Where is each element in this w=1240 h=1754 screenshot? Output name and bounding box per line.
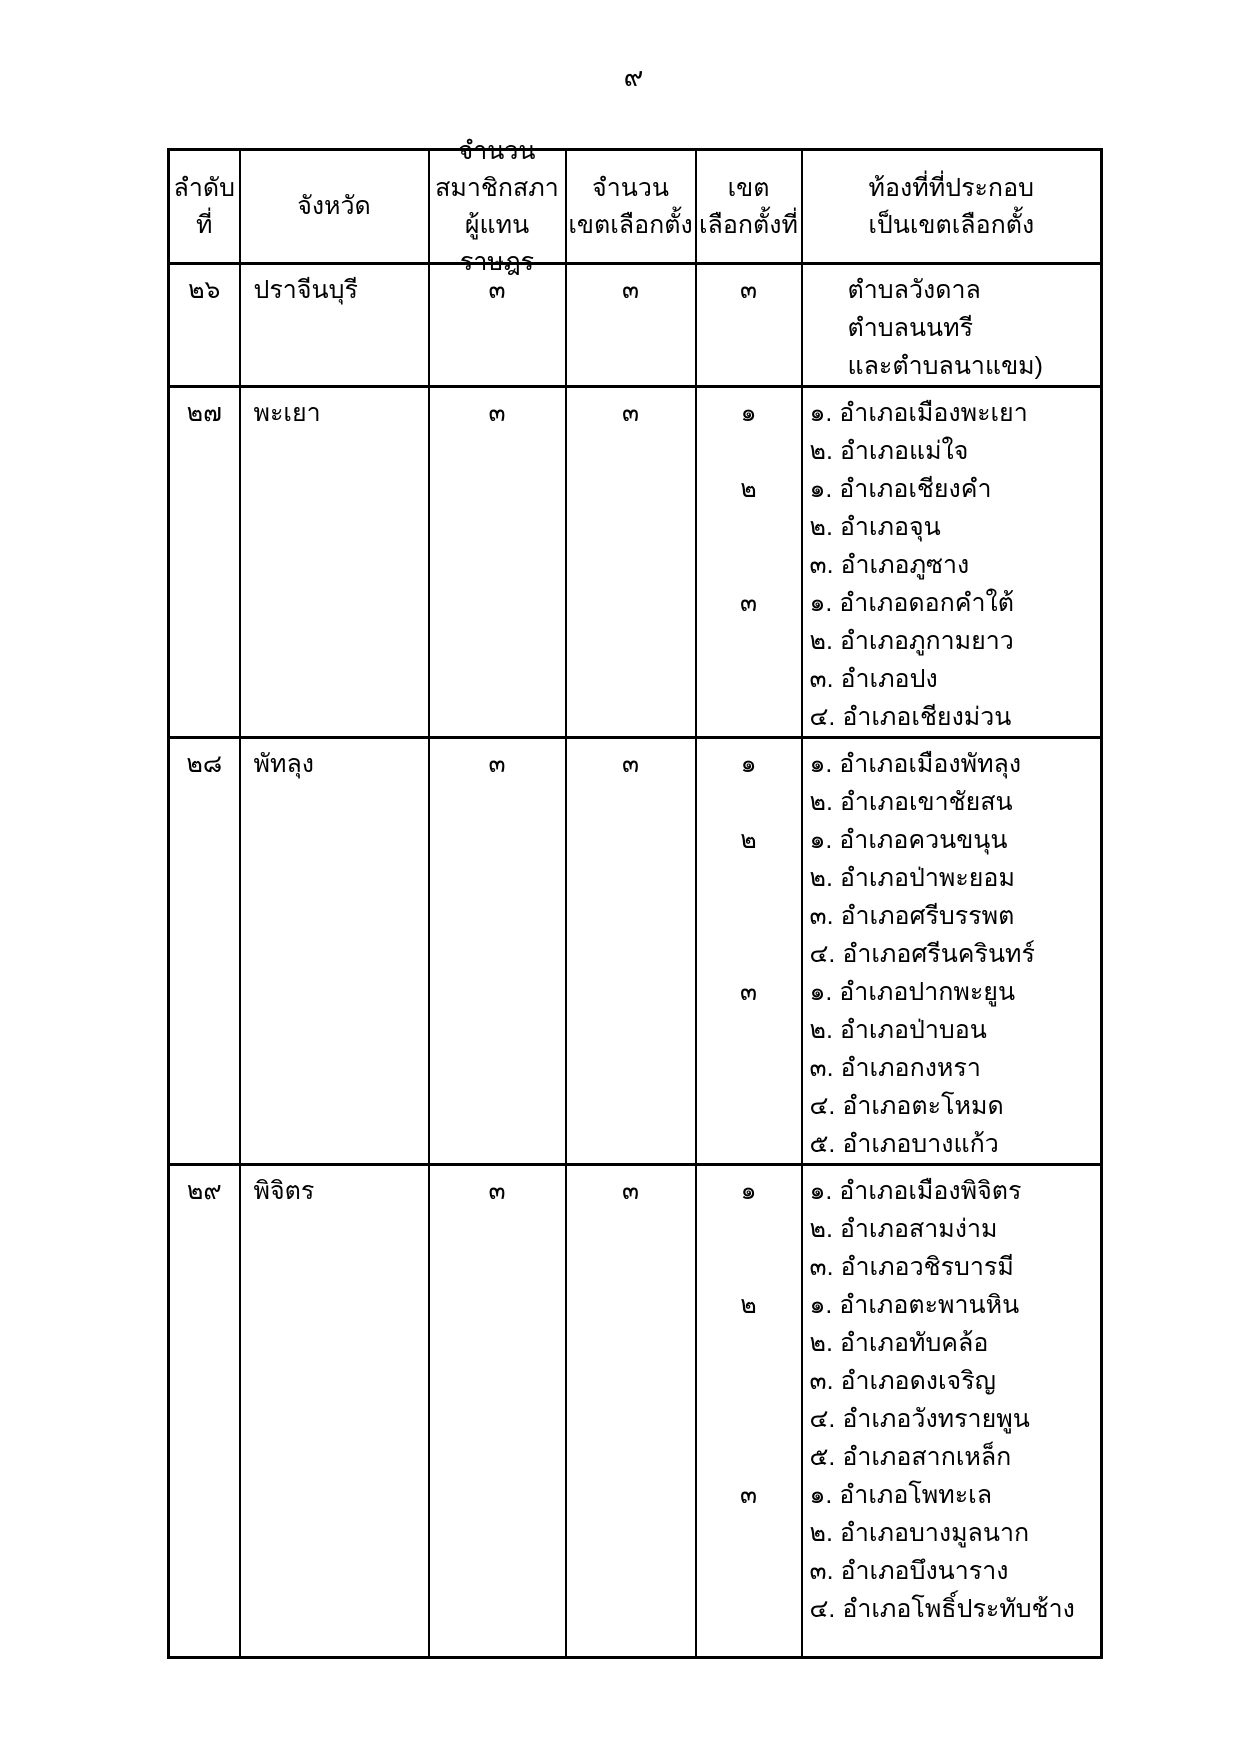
- row-province-value: พะเยา: [253, 399, 321, 427]
- area-line: ๑. อำเภอเมืองพะเยา: [809, 399, 1028, 427]
- table-body: [169, 264, 1102, 1658]
- area-line: ๓. อำเภอดงเจริญ: [809, 1367, 996, 1395]
- header-province-label: จังหวัด: [297, 192, 371, 220]
- row-constituency-count-cell: [566, 387, 696, 738]
- area-line: ๑. อำเภอดอกคำใต้: [809, 589, 1014, 617]
- row-areas-cell: [802, 387, 1102, 738]
- constituency-no: [697, 508, 801, 546]
- area-line: ๓. อำเภอปง: [809, 665, 938, 693]
- header-constituencies-line2: เขตเลือกตั้ง: [568, 210, 693, 239]
- row-province-value: พิจิตร: [253, 1177, 315, 1205]
- row-areas-cell: [802, 738, 1102, 1165]
- constituency-no: [697, 935, 801, 973]
- area-line: ตำบลวังดาล: [847, 276, 981, 304]
- constituency-no: [697, 859, 801, 897]
- header-constituency-no-line2: เลือกตั้งที่: [699, 210, 798, 239]
- row-seq-value: ๒๙: [186, 1177, 222, 1205]
- header-seq-line2: ที่: [196, 210, 213, 239]
- constituency-no: [697, 1049, 801, 1087]
- row-province-cell: [240, 264, 429, 387]
- row-province-cell: [240, 738, 429, 1165]
- area-line: ๑. อำเภอปากพะยูน: [809, 978, 1016, 1006]
- table-row: [169, 387, 1102, 738]
- area-line: ๔. อำเภอวังทรายพูน: [809, 1405, 1030, 1433]
- table-row: [169, 1165, 1102, 1658]
- header-mps-line3: ผู้แทนราษฎร: [459, 210, 535, 276]
- row-seq-cell: [169, 738, 240, 1165]
- constituency-no: [697, 1125, 801, 1163]
- constituency-no: [697, 1087, 801, 1125]
- row-constituency-count-cell: [566, 264, 696, 387]
- row-mp-count-value: ๓: [488, 750, 506, 778]
- constituency-no: ๑: [740, 750, 757, 778]
- row-seq-value: ๒๖: [188, 276, 221, 304]
- area-line: ๑. อำเภอโพทะเล: [809, 1481, 993, 1509]
- constituency-no: [697, 1438, 801, 1476]
- header-col-mp-count: [429, 136, 566, 276]
- constituency-no: [697, 622, 801, 660]
- constituency-no: ๓: [739, 978, 758, 1006]
- constituency-no: [697, 1210, 801, 1248]
- row-constituency-count-cell: [566, 738, 696, 1165]
- constituency-no: [697, 1324, 801, 1362]
- header-mps-line1: จำนวน: [458, 136, 536, 165]
- row-areas-cell: [802, 264, 1102, 387]
- area-line: ๓. อำเภอวชิรบารมี: [809, 1253, 1014, 1281]
- area-line: ๒. อำเภอจุน: [809, 513, 941, 541]
- area-line: ๒. อำเภอป่าบอน: [809, 1016, 987, 1044]
- constituency-no: ๑: [740, 399, 757, 427]
- row-mp-count-cell: [429, 738, 566, 1165]
- page-number: ๙: [623, 62, 644, 92]
- row-province-value: ปราจีนบุรี: [253, 276, 358, 304]
- row-mp-count-cell: [429, 264, 566, 387]
- header-col-areas: [802, 150, 1102, 264]
- area-line: ๒. อำเภอแม่ใจ: [809, 437, 969, 465]
- constituency-no: [697, 432, 801, 470]
- area-line: ๔. อำเภอเชียงม่วน: [809, 703, 1012, 731]
- row-seq-value: ๒๘: [186, 750, 223, 778]
- header-areas-line1: ท้องที่ที่ประกอบ: [868, 173, 1034, 202]
- row-mp-count-cell: [429, 1165, 566, 1658]
- constituency-table: [167, 136, 1103, 1659]
- row-province-cell: [240, 1165, 429, 1658]
- row-areas-cell: [802, 1165, 1102, 1658]
- area-line: ๓. อำเภอกงหรา: [809, 1054, 981, 1082]
- constituency-no: ๓: [739, 589, 758, 617]
- constituency-no: ๒: [740, 826, 757, 854]
- constituency-no: ๒: [740, 1291, 757, 1319]
- row-constituency-count-value: ๓: [621, 276, 640, 304]
- constituency-no: [697, 309, 801, 347]
- header-col-constituency-count: [566, 150, 696, 264]
- row-constituency-no-cell: [696, 387, 802, 738]
- header-col-constituency-no: [696, 150, 802, 264]
- area-line: ๒. อำเภอเขาชัยสน: [809, 788, 1013, 816]
- header-constituency-no-line1: เขต: [727, 173, 770, 202]
- row-seq-cell: [169, 1165, 240, 1658]
- row-seq-value: ๒๗: [186, 399, 222, 427]
- row-seq-cell: [169, 387, 240, 738]
- constituency-no: [697, 347, 801, 385]
- constituency-no: [697, 660, 801, 698]
- header-seq-line1: ลำดับ: [173, 173, 235, 202]
- constituency-no: [697, 1400, 801, 1438]
- constituency-no: [697, 1514, 801, 1552]
- area-line: ๑. อำเภอตะพานหิน: [809, 1291, 1020, 1319]
- area-line: ๒. อำเภอป่าพะยอม: [809, 864, 1015, 892]
- header-col-seq: [169, 150, 240, 264]
- constituency-no: [697, 1590, 801, 1628]
- row-mp-count-value: ๓: [488, 276, 506, 304]
- row-province-cell: [240, 387, 429, 738]
- row-mp-count-value: ๓: [488, 399, 506, 427]
- header-col-province: [240, 150, 429, 264]
- area-line: ๓. อำเภอบึงนาราง: [809, 1557, 1009, 1585]
- header-areas-line2: เป็นเขตเลือกตั้ง: [868, 210, 1035, 239]
- table-row: [169, 264, 1102, 387]
- area-line: ๕. อำเภอบางแก้ว: [809, 1130, 999, 1158]
- area-line: ๔. อำเภอศรีนครินทร์: [809, 940, 1035, 968]
- area-line: ๓. อำเภอภูซาง: [809, 551, 970, 579]
- row-mp-count-value: ๓: [488, 1177, 506, 1205]
- row-constituency-no-cell: [696, 738, 802, 1165]
- constituency-no: [697, 1248, 801, 1286]
- area-line: ๑. อำเภอเมืองพัทลุง: [809, 750, 1022, 778]
- area-line: ๒. อำเภอภูกามยาว: [809, 627, 1014, 655]
- header-constituencies-line1: จำนวน: [592, 173, 669, 202]
- area-line: ๕. อำเภอสากเหล็ก: [809, 1443, 1012, 1471]
- area-line: ๒. อำเภอสามง่าม: [809, 1215, 998, 1243]
- table-row: [169, 738, 1102, 1165]
- constituency-no: ๑: [740, 1177, 757, 1205]
- area-line: และตำบลนาแขม): [847, 352, 1043, 380]
- area-line: ๒. อำเภอทับคล้อ: [809, 1329, 989, 1357]
- constituency-no: ๒: [740, 475, 757, 503]
- row-constituency-count-cell: [566, 1165, 696, 1658]
- area-line: ๑. อำเภอเมืองพิจิตร: [809, 1177, 1022, 1205]
- row-province-value: พัทลุง: [253, 750, 314, 778]
- area-line: ๔. อำเภอตะโหมด: [809, 1092, 1004, 1120]
- constituency-no: [697, 1362, 801, 1400]
- constituency-no: ๓: [739, 276, 758, 304]
- constituency-no: [697, 783, 801, 821]
- area-line: ๑. อำเภอควนขนุน: [809, 826, 1008, 854]
- area-line: ๓. อำเภอศรีบรรพต: [809, 902, 1015, 930]
- constituency-no: [697, 1552, 801, 1590]
- area-line: ตำบลนนทรี: [847, 314, 974, 342]
- row-constituency-no-cell: [696, 264, 802, 387]
- constituency-no: [697, 546, 801, 584]
- row-constituency-count-value: ๓: [621, 399, 640, 427]
- row-constituency-count-value: ๓: [621, 750, 640, 778]
- row-mp-count-cell: [429, 387, 566, 738]
- row-seq-cell: [169, 264, 240, 387]
- header-row: [169, 150, 1102, 264]
- header-mps-line2: สมาชิกสภา: [435, 173, 559, 202]
- area-line: ๔. อำเภอโพธิ์ประทับช้าง: [809, 1595, 1075, 1623]
- constituency-no: [697, 1011, 801, 1049]
- row-constituency-count-value: ๓: [621, 1177, 640, 1205]
- area-line: ๑. อำเภอเชียงคำ: [809, 475, 992, 503]
- row-constituency-no-cell: [696, 1165, 802, 1658]
- constituency-no: [697, 897, 801, 935]
- constituency-no: [697, 698, 801, 736]
- constituency-no: ๓: [739, 1481, 758, 1509]
- area-line: ๒. อำเภอบางมูลนาก: [809, 1519, 1030, 1547]
- table-header: [169, 136, 1102, 276]
